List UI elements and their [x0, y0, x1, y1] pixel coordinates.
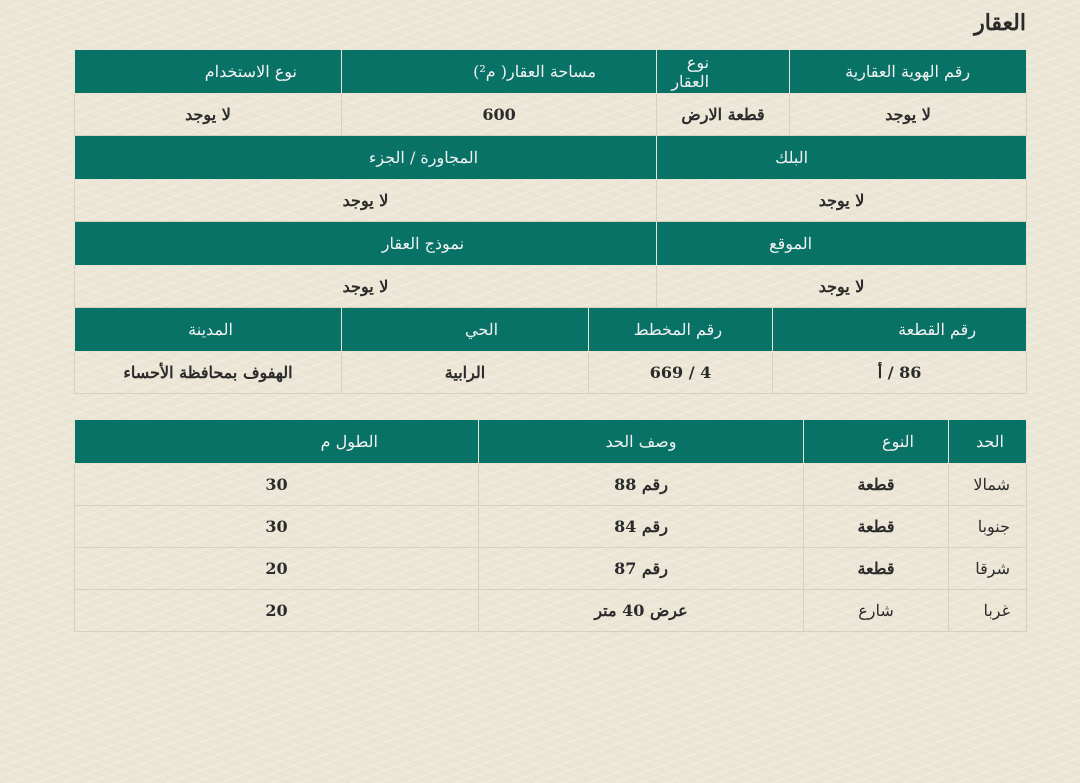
property-header-row — [75, 50, 1027, 94]
boundary-direction: شرقا — [949, 548, 1027, 590]
value-property-area: 600 — [342, 94, 657, 136]
header-city: المدينة — [75, 308, 342, 352]
header-boundary-description: وصف الحد — [479, 420, 804, 464]
header-district: الحي — [342, 308, 589, 352]
value-neighborhood-part: لا يوجد — [75, 180, 657, 222]
header-plan-number: رقم المخطط — [589, 308, 773, 352]
boundary-type: شارع — [804, 590, 949, 632]
property-header-row — [75, 222, 1027, 266]
header-property-type: نوع العقار — [657, 50, 790, 94]
property-header-row — [75, 136, 1027, 180]
boundary-length: 30 — [75, 506, 479, 548]
boundary-description: رقم 88 — [479, 464, 804, 506]
boundary-length: 20 — [75, 548, 479, 590]
boundary-description: رقم 87 — [479, 548, 804, 590]
property-header-row — [75, 308, 1027, 352]
header-property-id: رقم الهوية العقارية — [790, 50, 1027, 94]
boundary-direction: غربا — [949, 590, 1027, 632]
value-property-id: لا يوجد — [790, 94, 1027, 136]
value-usage-type: لا يوجد — [75, 94, 342, 136]
boundaries-header-row — [75, 420, 1027, 464]
header-length: الطول م — [75, 420, 479, 464]
boundary-type: قطعة — [804, 464, 949, 506]
header-property-model: نموذج العقار — [75, 222, 657, 266]
header-location: الموقع — [657, 222, 1027, 266]
value-location: لا يوجد — [657, 266, 1027, 308]
value-district: الرابية — [342, 352, 589, 394]
table-row — [75, 464, 1027, 506]
table-row — [75, 590, 1027, 632]
header-usage-type: نوع الاستخدام — [75, 50, 342, 94]
boundary-description: رقم 84 — [479, 506, 804, 548]
boundaries-table — [74, 419, 1027, 632]
value-block: لا يوجد — [657, 180, 1027, 222]
value-property-type: قطعة الارض — [657, 94, 790, 136]
value-city: الهفوف بمحافظة الأحساء — [75, 352, 342, 394]
value-plot-number: 86 / أ — [773, 352, 1027, 394]
value-plan-number: 4 / 669 — [589, 352, 773, 394]
boundary-length: 20 — [75, 590, 479, 632]
header-block: البلك — [657, 136, 1027, 180]
value-property-model: لا يوجد — [75, 266, 657, 308]
boundary-description: عرض 40 متر — [479, 590, 804, 632]
property-value-row — [75, 180, 1027, 222]
boundary-direction: شمالا — [949, 464, 1027, 506]
boundary-type: قطعة — [804, 548, 949, 590]
property-value-row — [75, 266, 1027, 308]
boundary-direction: جنوبا — [949, 506, 1027, 548]
header-property-area: مساحة العقار( م²) — [342, 50, 657, 94]
property-value-row — [75, 352, 1027, 394]
header-boundary-type: النوع — [804, 420, 949, 464]
property-value-row — [75, 94, 1027, 136]
table-row — [75, 548, 1027, 590]
boundary-length: 30 — [75, 464, 479, 506]
table-row — [75, 506, 1027, 548]
section-title: العقار — [974, 10, 1026, 36]
header-boundary: الحد — [949, 420, 1027, 464]
property-table — [74, 49, 1027, 394]
boundary-type: قطعة — [804, 506, 949, 548]
header-plot-number: رقم القطعة — [773, 308, 1027, 352]
header-neighborhood-part: المجاورة / الجزء — [75, 136, 657, 180]
